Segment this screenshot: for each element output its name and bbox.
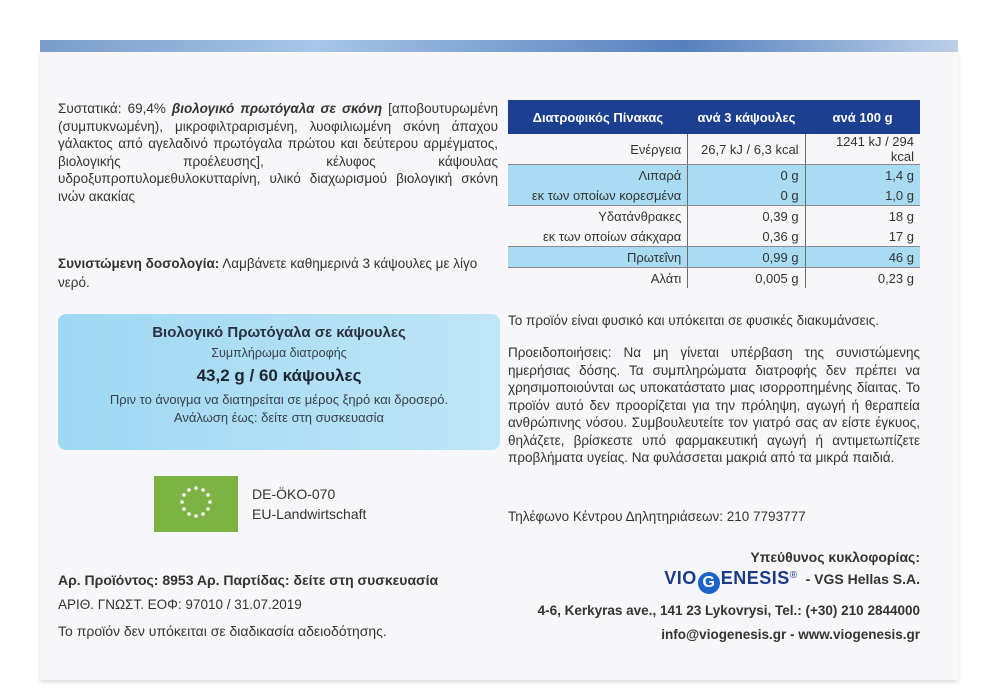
ingredients-body: [αποβουτυρωμένη (συμπυκνωμένη), μικροφιλτραρισμένη, λυοφιλιωμένη σκόνη άπαχου γάλακτος από αγελαδινό πρωτόγαλα πρώτου και δεύτερου αρμέγματος, βιολογικής προέλευσης], κέλυφος κάψουλας υδροξυπροπυλομεθυλοκυτταρίνη, υλικό διαχωρισμού βιολογική σκόνη ινών ακακίας <box>58 101 498 204</box>
natural-note: Το προϊόν είναι φυσικό και υπόκειται σε φυσικές διακυμάνσεις. <box>508 313 879 328</box>
nutrition-header <box>508 100 920 134</box>
company-address: 4-6, Kerkyras ave., 141 23 Lykovrysi, Tel.: (+30) 210 2844000 <box>537 603 920 618</box>
ingredients-percent: 69,4% <box>127 101 166 116</box>
logo-text-enesis: ENESIS <box>720 568 790 588</box>
expiry-note: Ανάλωση έως: δείτε στη συσκευασία <box>173 410 385 425</box>
company-name: - VGS Hellas S.A. <box>805 571 920 587</box>
product-name: Βιολογικό Πρωτόγαλα σε κάψουλες <box>152 324 406 341</box>
nutrition-header-100g: ανά 100 g <box>805 100 920 134</box>
poison-center-phone: Τηλέφωνο Κέντρου Δηλητηριάσεων: 210 7793777 <box>508 509 806 524</box>
viogenesis-logo <box>560 568 920 592</box>
dosage-text <box>58 254 498 292</box>
product-amount: 43,2 g / 60 κάψουλες <box>196 366 362 385</box>
storage-note: Πριν το άνοιγμα να διατηρείται σε μέρος ξηρό και δροσερό. <box>109 392 449 407</box>
logo-text-vio: VIO <box>664 568 697 588</box>
nutrition-header-dose: ανά 3 κάψουλες <box>688 100 805 134</box>
table-row: Ενέργεια 26,7 kJ / 6,3 kcal 1241 kJ / 294 kcal <box>508 134 920 165</box>
table-row: Πρωτεΐνη 0,99 g 46 g <box>508 247 920 268</box>
distributor-label: Υπεύθυνος κυκλοφορίας: <box>750 549 920 565</box>
table-row: Αλάτι 0,005 g 0,23 g <box>508 268 920 289</box>
dosage-body: Λαμβάνετε καθημερινά 3 κάψουλες με λίγο νερό. <box>58 256 478 290</box>
organic-origin: EU-Landwirtschaft <box>252 506 367 522</box>
nutrition-table <box>508 100 920 288</box>
company-web: info@viogenesis.gr - www.viogenesis.gr <box>661 627 920 642</box>
product-type: Συμπλήρωμα διατροφής <box>211 346 347 360</box>
license-note: Το προϊόν δεν υπόκειται σε διαδικασία αδειοδότησης. <box>58 623 387 639</box>
nutrition-header-name: Διατροφικός Πίνακας <box>508 100 688 134</box>
ingredients-highlight: βιολογικό πρωτόγαλα σε σκόνη <box>171 101 383 116</box>
dosage-label: Συνιστώμενη δοσολογία: <box>58 256 220 271</box>
ingredients-label: Συστατικά: <box>58 101 122 116</box>
product-numbers: Αρ. Προϊόντος: 8953 Αρ. Παρτίδας: δείτε στη συσκευασία <box>58 572 439 588</box>
ingredients-text <box>58 100 498 205</box>
eof-registration: ΑΡΙΘ. ΓΝΩΣΤ. ΕΟΦ: 97010 / 31.07.2019 <box>58 597 302 612</box>
table-row: Λιπαρά 0 g 1,4 g <box>508 165 920 186</box>
organic-code: DE-ÖKO-070 <box>252 486 336 502</box>
logo-g-circle-icon: G <box>698 572 720 594</box>
product-info-box <box>58 314 500 450</box>
logo-registered-mark: ® <box>789 570 798 581</box>
eu-organic-leaf-icon <box>154 476 238 532</box>
table-row: Υδατάνθρακες 0,39 g 18 g <box>508 206 920 227</box>
organic-certification <box>252 484 366 524</box>
table-row: εκ των οποίων κορεσμένα 0 g 1,0 g <box>508 185 920 206</box>
table-row: εκ των οποίων σάκχαρα 0,36 g 17 g <box>508 226 920 247</box>
warnings-text: Προειδοποιήσεις: Να μη γίνεται υπέρβαση της συνιστώμενης ημερήσιας δόσης. Τα συμπληρώματα διατροφής δεν πρέπει να χρησιμοποιούνται ως υποκατάστατο μιας ισορροπημένης δίαιτας. Το προϊόν αυτό δεν προορίζεται για την πρόληψη, αγωγή ή θεραπεία ανθρώπινης νόσου. Συμβουλευτείτε τον γιατρό σας αν είστε έγκυος, θηλάζετε, βρίσκεστε υπό φαρμακευτική αγωγή ή αντιμετωπίζετε προβλήματα υγείας. Να φυλάσσεται μακριά από τα μικρά παιδιά. <box>508 345 920 465</box>
